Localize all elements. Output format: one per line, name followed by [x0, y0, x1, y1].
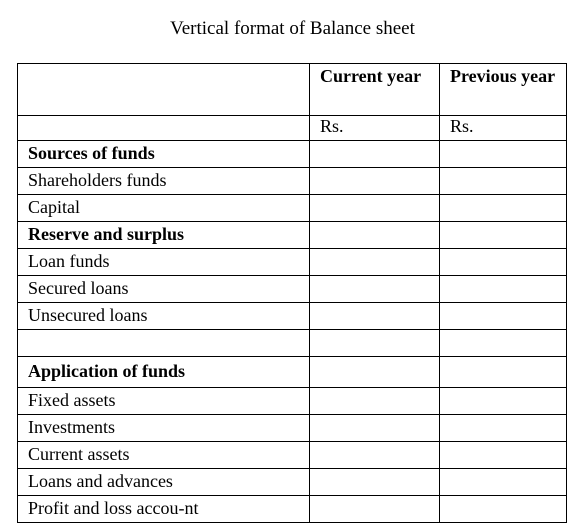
table-row [18, 496, 567, 523]
row-previous-year [440, 276, 567, 303]
table-row [18, 303, 567, 330]
table-row [18, 388, 567, 415]
row-current-year [310, 303, 440, 330]
header-cell-current-year: Current year [310, 64, 440, 116]
table-row [18, 357, 567, 388]
row-previous-year [440, 415, 567, 442]
row-previous-year [440, 442, 567, 469]
row-label: Shareholders funds [18, 168, 310, 195]
row-current-year [310, 388, 440, 415]
row-label: Reserve and surplus [18, 222, 310, 249]
row-current-year [310, 222, 440, 249]
row-previous-year [440, 303, 567, 330]
row-label: Profit and loss accou-nt [18, 496, 310, 523]
row-label [18, 330, 310, 357]
row-label: Unsecured loans [18, 303, 310, 330]
row-previous-year [440, 168, 567, 195]
table-units-row [18, 116, 567, 141]
row-previous-year [440, 330, 567, 357]
row-label: Loans and advances [18, 469, 310, 496]
table-header-row [18, 64, 567, 116]
row-label: Capital [18, 195, 310, 222]
row-current-year [310, 415, 440, 442]
row-previous-year [440, 222, 567, 249]
row-current-year [310, 249, 440, 276]
row-label: Investments [18, 415, 310, 442]
table-row [18, 276, 567, 303]
row-previous-year [440, 141, 567, 168]
table-row [18, 195, 567, 222]
row-label: Current assets [18, 442, 310, 469]
table-row [18, 141, 567, 168]
row-current-year [310, 469, 440, 496]
row-current-year [310, 442, 440, 469]
row-previous-year [440, 496, 567, 523]
row-previous-year [440, 195, 567, 222]
header-cell-previous-year: Previous year [440, 64, 567, 116]
table-row [18, 222, 567, 249]
row-previous-year [440, 469, 567, 496]
row-label: Secured loans [18, 276, 310, 303]
table-row [18, 469, 567, 496]
row-current-year [310, 276, 440, 303]
row-current-year [310, 496, 440, 523]
row-previous-year [440, 388, 567, 415]
table-row [18, 442, 567, 469]
table-row [18, 249, 567, 276]
row-current-year [310, 330, 440, 357]
unit-cell-current-year: Rs. [310, 116, 440, 141]
row-label: Sources of funds [18, 141, 310, 168]
row-current-year [310, 357, 440, 388]
row-previous-year [440, 249, 567, 276]
table-row [18, 168, 567, 195]
table-row [18, 415, 567, 442]
row-previous-year [440, 357, 567, 388]
balance-sheet-table [17, 63, 567, 523]
unit-cell-previous-year: Rs. [440, 116, 567, 141]
row-label: Loan funds [18, 249, 310, 276]
row-current-year [310, 141, 440, 168]
page-title: Vertical format of Balance sheet [170, 18, 415, 39]
unit-cell-label [18, 116, 310, 141]
row-current-year [310, 168, 440, 195]
table-row-empty [18, 330, 567, 357]
row-label: Fixed assets [18, 388, 310, 415]
row-label: Application of funds [18, 357, 310, 388]
header-cell-label [18, 64, 310, 116]
row-current-year [310, 195, 440, 222]
